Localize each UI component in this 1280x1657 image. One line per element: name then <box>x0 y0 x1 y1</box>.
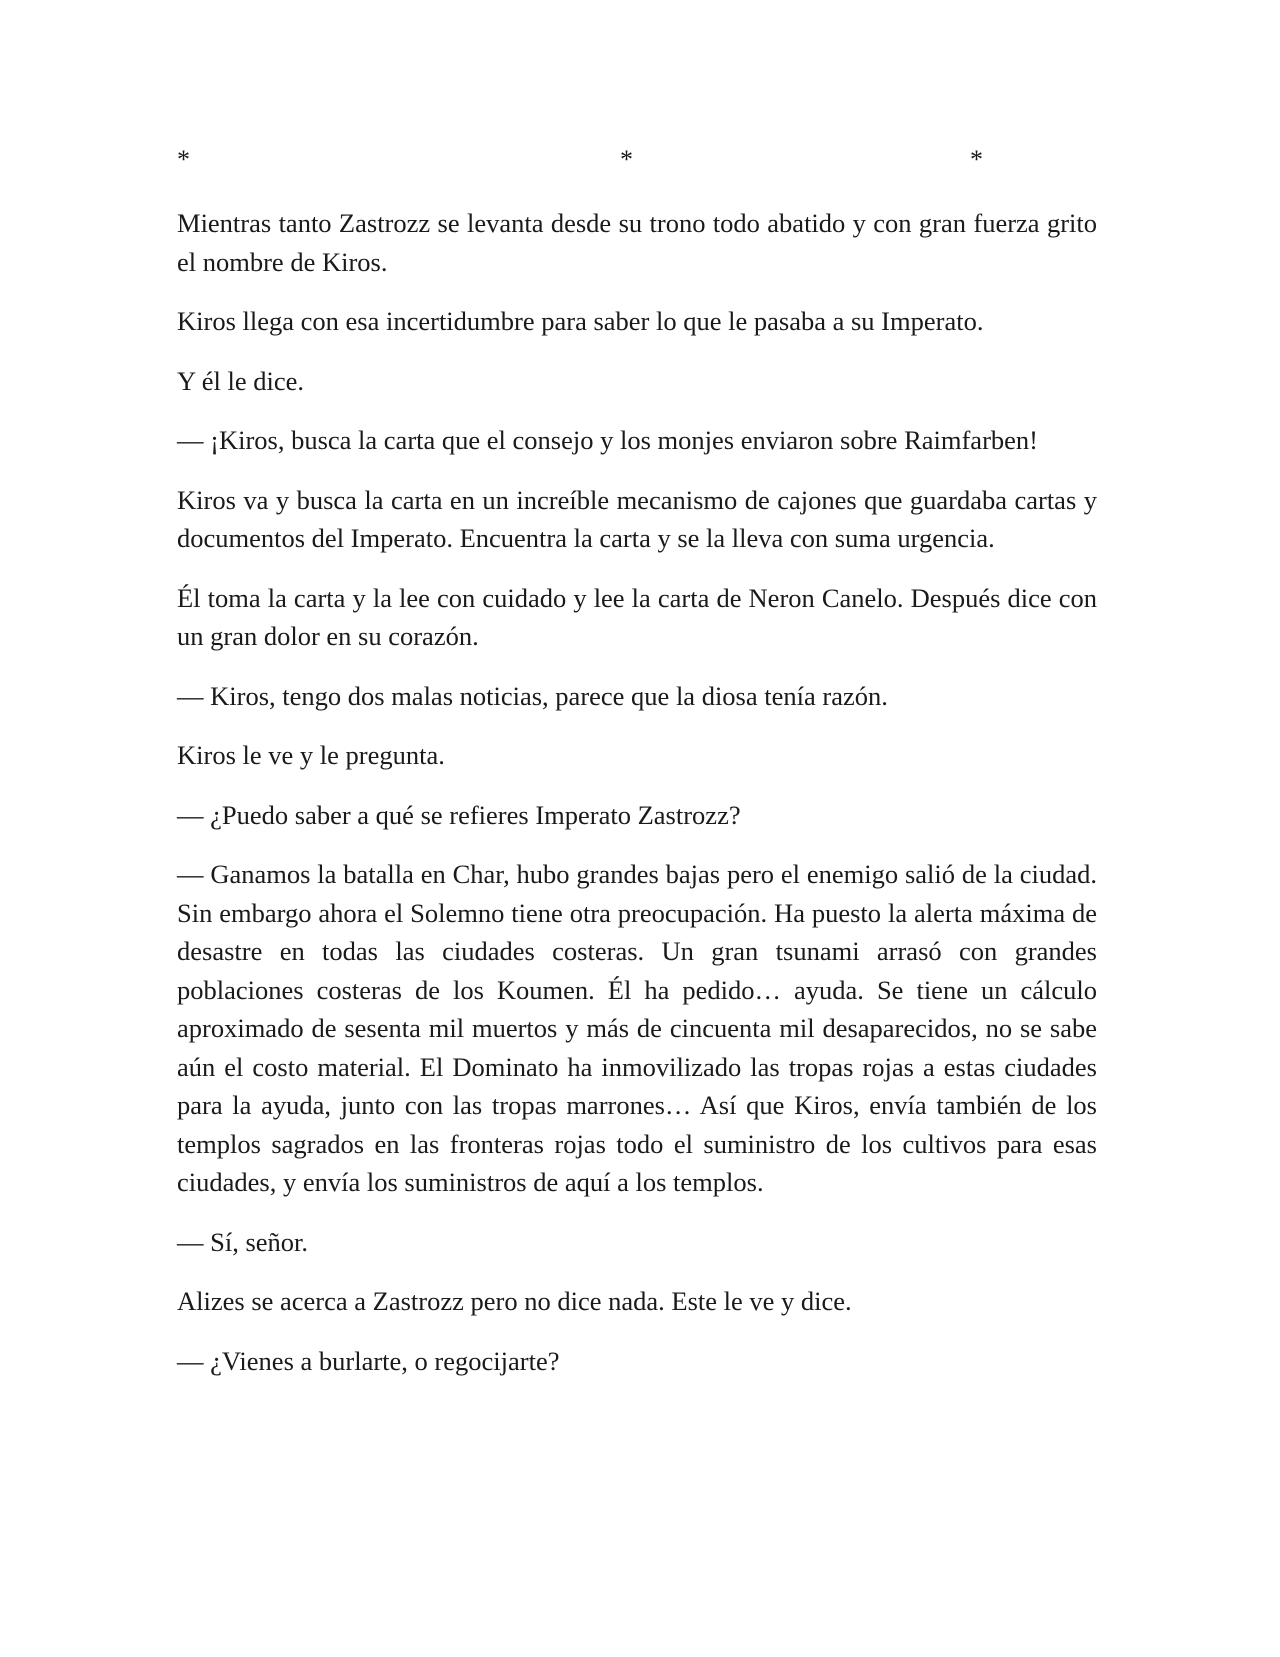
dialogue-paragraph: — Ganamos la batalla en Char, hubo grandes bajas pero el enemigo salió de la ciudad. Sin embargo ahora el Solemno tiene otra preocupación. Ha puesto la alerta máxima de desastre en todas las ciudades costeras. Un gran tsunami arrasó con grandes poblaciones costeras de los Koumen. Él ha pedido… ayuda. Se tiene un cálculo aproximado de sesenta mil muertos y más de cincuenta mil desaparecidos, no se sabe aún el costo material. El Dominato ha inmovilizado las tropas rojas a estas ciudades para la ayuda, junto con las tropas marrones… Así que Kiros, envía también de los templos sagrados en las fronteras rojas todo el suministro de los cultivos para esas ciudades, y envía los suministros de aquí a los templos. <box>177 859 1097 1197</box>
paragraph: Mientras tanto Zastrozz se levanta desde su trono todo abatido y con gran fuerza grito el nombre de Kiros. <box>177 208 1097 277</box>
paragraph: Alizes se acerca a Zastrozz pero no dice nada. Este le ve y dice. <box>177 1286 852 1316</box>
paragraph: Kiros llega con esa incertidumbre para saber lo que le pasaba a su Imperato. <box>177 306 984 336</box>
dialogue-paragraph: — Kiros, tengo dos malas noticias, parece que la diosa tenía razón. <box>177 680 888 711</box>
paragraph: Él toma la carta y la lee con cuidado y lee la carta de Neron Canelo. Después dice con un gran dolor en su corazón. <box>177 582 1097 651</box>
scene-separator <box>177 140 1097 180</box>
paragraph: Kiros le ve y le pregunta. <box>177 740 445 770</box>
separator-asterisk: * <box>970 145 983 174</box>
dialogue-paragraph: — ¿Puedo saber a qué se refieres Imperato Zastrozz? <box>177 799 741 830</box>
dialogue-paragraph: — ¡Kiros, busca la carta que el consejo y los monjes enviaron sobre Raimfarben! <box>177 425 1038 455</box>
paragraph: Y él le dice. <box>177 365 305 396</box>
dialogue-paragraph: — ¿Vienes a burlarte, o regocijarte? <box>177 1345 560 1376</box>
document-page <box>177 140 1097 1401</box>
paragraph: Kiros va y busca la carta en un increíble mecanismo de cajones que guardaba cartas y documentos del Imperato. Encuentra la carta y se la lleva con suma urgencia. <box>177 484 1097 553</box>
dialogue-paragraph: — Sí, señor. <box>177 1226 309 1257</box>
separator-asterisk: * <box>620 145 633 174</box>
separator-asterisk: * <box>177 145 190 174</box>
